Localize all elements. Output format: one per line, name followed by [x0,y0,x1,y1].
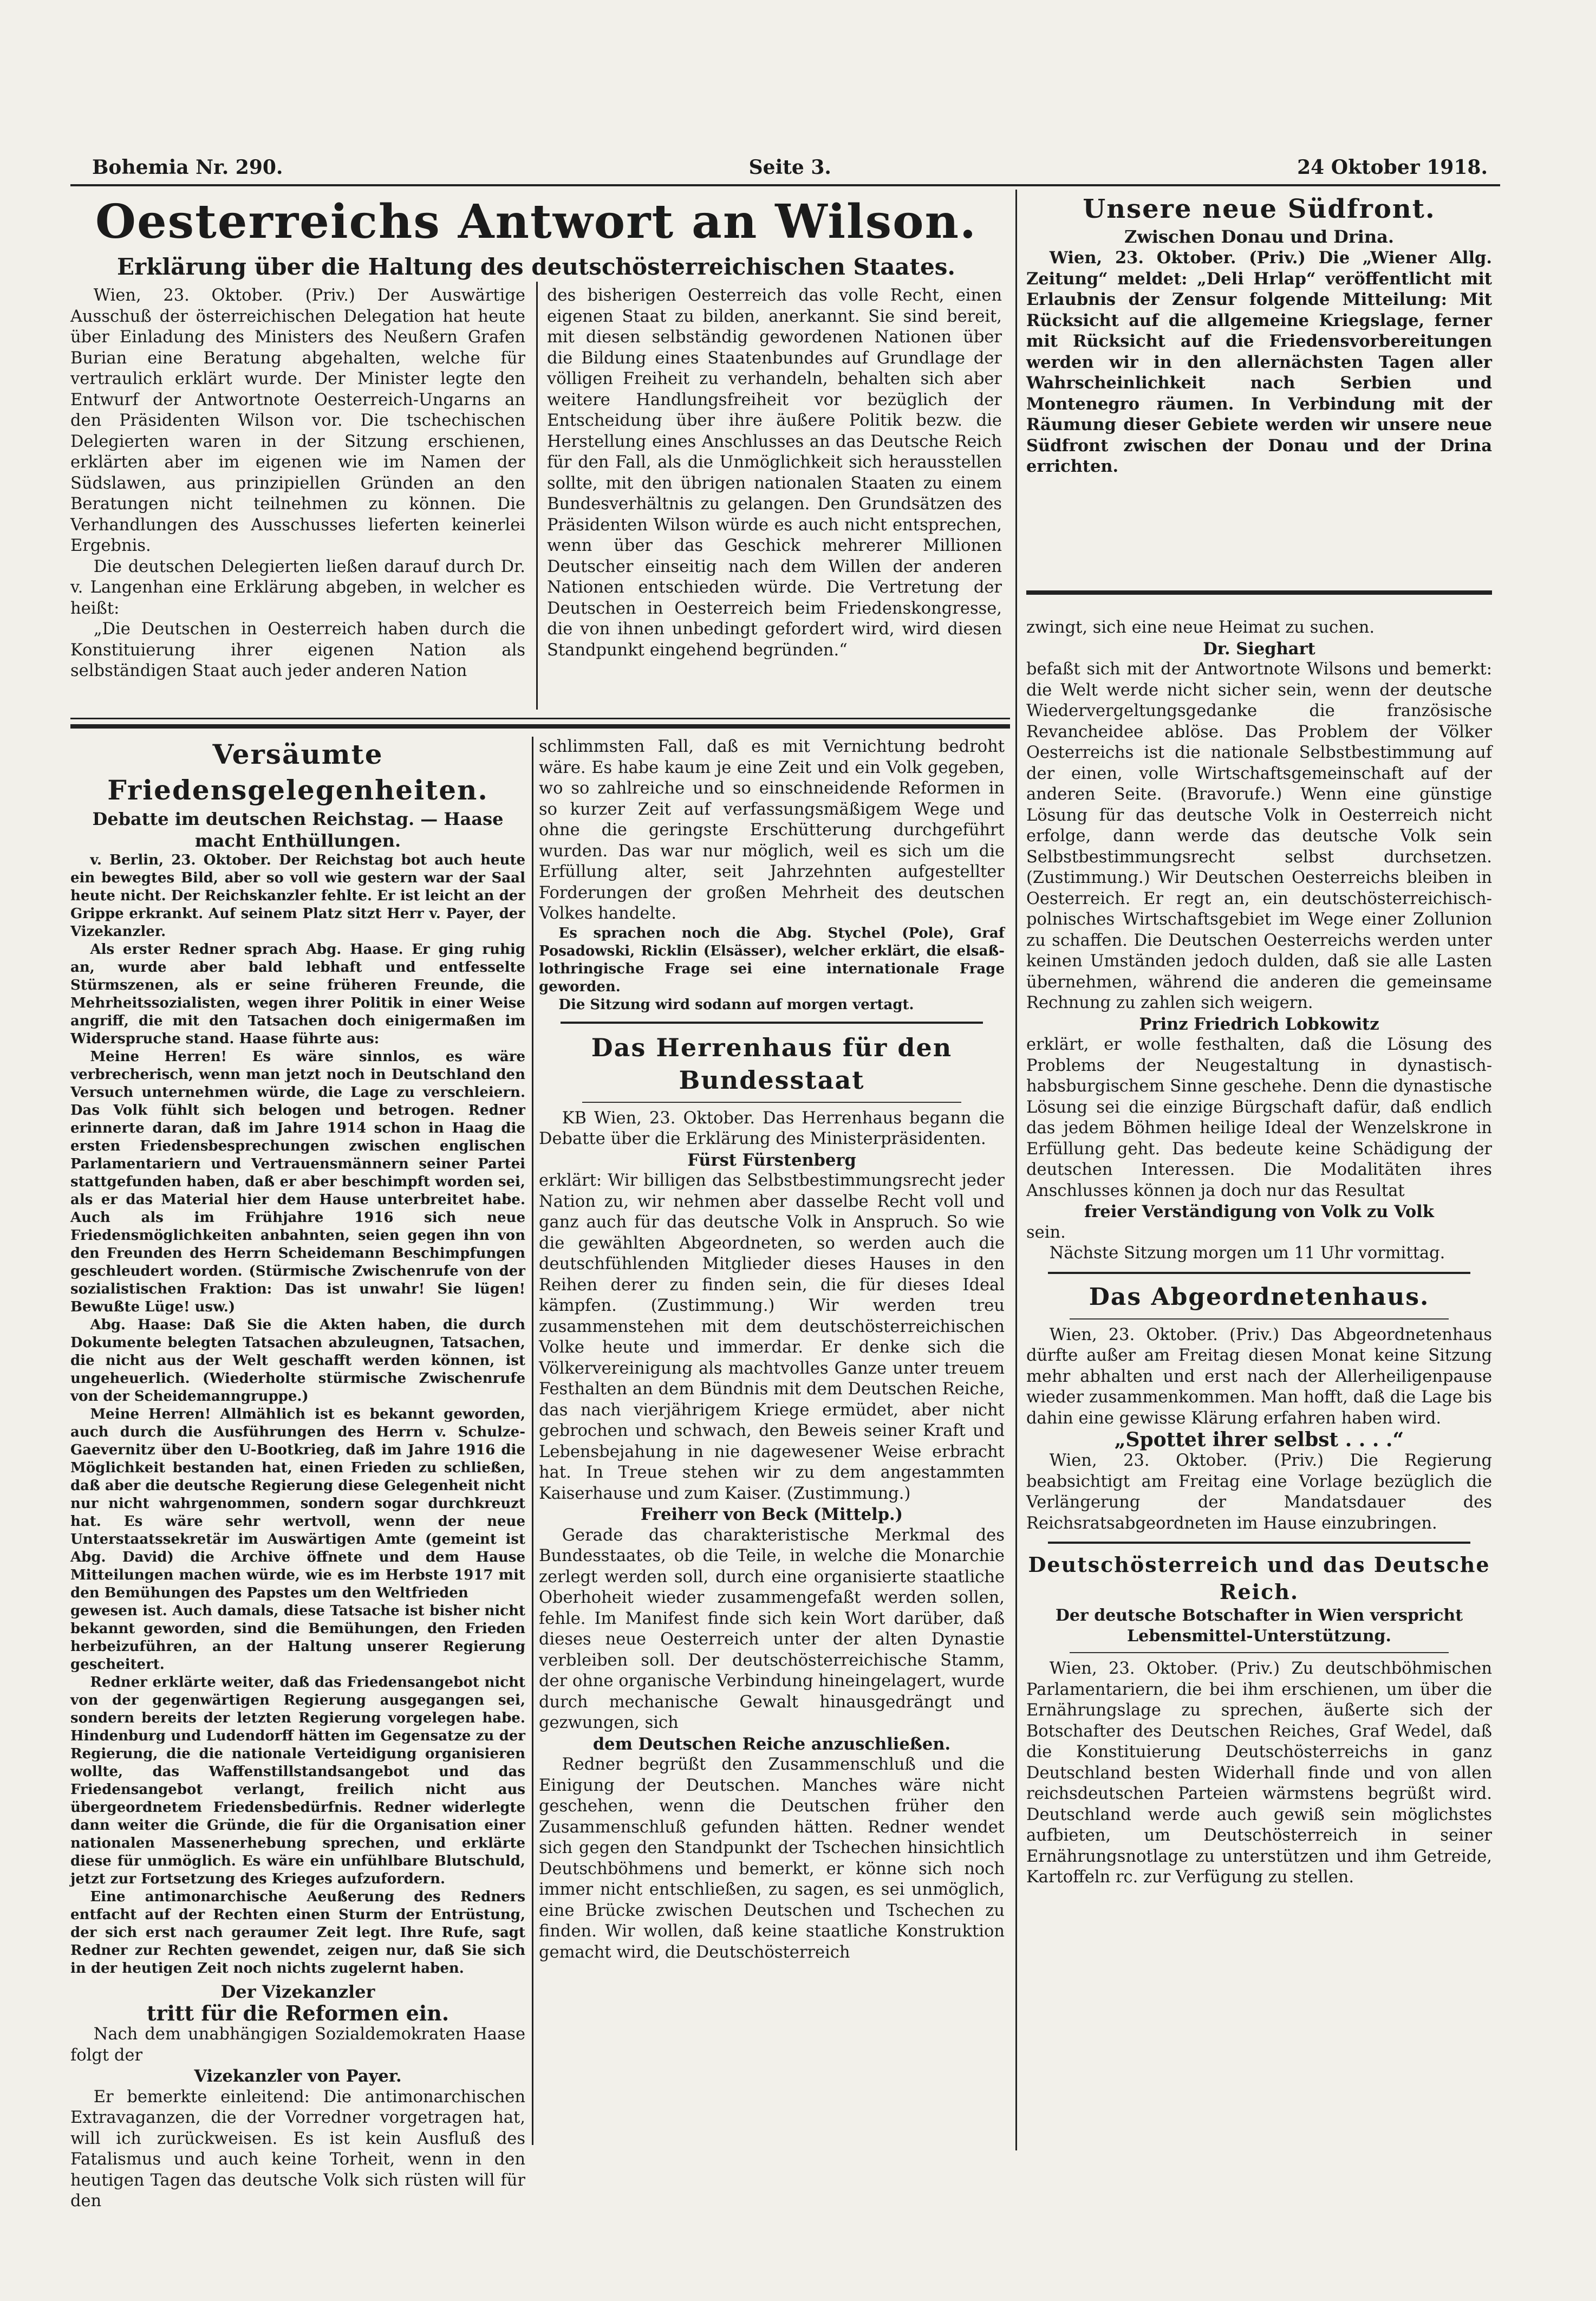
vize-name: Vizekanzler von Payer. [194,2066,402,2086]
page-number: Seite 3. [748,156,831,179]
header-rule [70,184,1500,186]
suedfront-article [1026,192,1492,582]
lobkowitz-end: sein. [1026,1223,1066,1242]
vize-heading-2: tritt für die Reformen ein. [146,2001,450,2025]
sieghart-body: befaßt sich mit der Antwortnote Wilsons und bemerkt: die Welt werde nicht sicher sein, wenn der deutsche Wiedervergeltungsgedanke die französische Revancheidee ablöse. Das Problem der Völker Oesterreichs ist die nationale Selbstbestimmung auf der einen, volle Wirtschaftsgemeinschaft auf der anderen Seite. (Bravorufe.) Wenn eine günstige Lösung für das deutsche Volk in Oesterreich nicht erfolge, dann werde das deutsche Volk sein Selbstbestimmungsrecht selbst durchsetzen. (Zustimmung.) Wir Deutschen Oesterreichs bleiben in Oesterreich. Er regt an, ein deutschösterreichisch-polnisches Wirtschaftsgebiet im Wege einer Zollunion zu schaffen. Die Deutschen Oesterreichs werden unter keinen Umständen jedoch dulden, daß sie alle Lasten übernehmen, während die anderen die gemeinsame Rechnung zu zahlen sich weigern. [1026,660,1492,1012]
speaker-sieghart: Dr. Sieghart [1203,639,1315,659]
wilson-col-divider [536,282,538,710]
friedens-adjourn: Die Sitzung wird sodann auf morgen vertagt. [558,996,914,1013]
headline-rule [582,1102,961,1103]
lobkowitz-center-line: freier Verständigung von Volk zu Volk [1084,1202,1434,1221]
speaker-beck: Freiherr von Beck (Mittelp.) [640,1505,903,1524]
speaker-fuerstenberg: Fürst Fürstenberg [687,1150,856,1170]
next-session: Nächste Sitzung morgen um 11 Uhr vormittag. [1049,1244,1445,1263]
spottet-body: Wien, 23. Oktober. (Priv.) Die Regierung beabsichtigt am Freitag eine Vorlage bezüglich die Verlängerung der Mandatsdauer des Reichsratsabgeordneten im Hause einzubringen. [1026,1451,1492,1533]
wilson-col-1 [70,285,525,682]
herrenhaus-body-2: Gerade das charakteristische Merkmal des Bundesstaates, ob die Teile, in welche die Monarchie zerlegt werden soll, durch eine organisierte staatliche Oberhoheit wieder zusammengefaßt werden sollen, fehle. Im Manifest finde sich kein Wort darüber, daß dieses neue Oesterreich unter der alten Dynastie verbleiben soll. Der deutschösterreichische Stamm, der ohne organische Verbindung hineingelagert, wurde durch mechanische Gewalt hinausgedrängt und gezwungen, sich [539,1525,1005,1732]
friedens-article [70,737,525,2211]
herrenhaus-body-3: Redner begrüßt den Zusammenschluß und die Einigung der Deutschen. Manches wäre nicht geschehen, wenn die Deutschen früher den Zusammenschluß gefunden hätten. Redner wendet sich gegen den Standpunkt der Tschechen hinsichtlich Deutschböhmens und bemerkt, er könne sich noch immer nicht entschließen, zu sagen, es sei unmöglich, eine Brücke zwischen Deutschen und Tschechen zu finden. Wir wollen, daß keine staatliche Konstruktion gemacht wird, die Deutschösterreich [539,1755,1005,1962]
mid-col-divider [532,737,533,2145]
masthead-issue: Bohemia Nr. 290. [92,156,283,179]
right-col-divider [1015,190,1017,2150]
friedens-para: v. Berlin, 23. Oktober. Der Reichstag bot auch heute ein bewegtes Bild, aber so voll wie gestern war der Saal heute nicht. Der Reichskanzler fehlte. Er ist leicht an der Grippe erkrankt. Auf seinem Platz sitzt Herr v. Payer, der Vizekanzler. [70,852,525,940]
suedfront-subheadline: Zwischen Donau und Drina. [1124,226,1395,247]
friedens-headline: Versäumte Friedensgelegenheiten. [107,738,488,806]
herrenhaus-headline: Das Herrenhaus für den Bundesstaat [591,1032,953,1095]
issue-date: 24 Oktober 1918. [1297,156,1488,179]
page-header [92,146,1488,179]
friedens-para: Als erster Redner sprach Abg. Haase. Er ging ruhig an, wurde aber bald lebhaft und entfesselte Stürmszenen, als er seine früheren Freunde, die Mehrheitssozialisten, wegen ihrer Politik in einer Weise angriff, die mit den Tatsachen doch einigermaßen im Widerspruche stand. Haase führte aus: [70,941,525,1047]
vize-body: Er bemerkte einleitend: Die antimonarchischen Extravaganzen, die der Vorredner vorgetragen hat, will ich zurückweisen. Es ist kein Ausfluß des Fatalismus und auch keine Torheit, wenn in den heutigen Tagen das deutsche Volk sich rüsten will für den [70,2087,525,2211]
friedens-para: Abg. Haase: Daß Sie die Akten haben, die durch Dokumente belegten Tatsachen abzuleugnen, Tatsachen, die nicht aus der Welt geschafft werden können, ist ungeheuerlich. (Wiederholte stürmische Zwischenrufe von der Scheidemanngruppe.) [70,1317,525,1405]
wilson-subheadline: Erklärung über die Haltung des deutschösterreichischen Staates. [116,253,956,280]
deutschoest-subheadline: Der deutsche Botschafter in Wien verspricht Lebensmittel-Unterstützung. [1055,1606,1463,1646]
herrenhaus-continued: zwingt, sich eine neue Heimat zu suchen. [1026,618,1375,637]
friedens-para: gewesen ist. Auch damals, diese Tatsache ist bisher nicht bekannt geworden, sind die Bemühungen, den Frieden herbeizuführen, an der Haltung unserer Regierung gescheitert. [70,1603,525,1673]
vize-heading-1: Der Vizekanzler [220,1981,375,2002]
friedens-subheadline: Debatte im deutschen Reichstag. — Haase macht Enthüllungen. [92,809,504,851]
section-rule [1048,1272,1470,1274]
abgeordnetenhaus-body: Wien, 23. Oktober. (Priv.) Das Abgeordnetenhaus dürfte außer am Freitag diesen Monat keine Sitzung mehr abhalten und erst nach der Allerheiligenpause wieder zusammenkommen. Man hofft, daß die Lage bis dahin eine gewisse Klärung erfahren haben wird. [1026,1325,1492,1428]
herrenhaus-body-1: erklärt: Wir billigen das Selbstbestimmungsrecht jeder Nation zu, wir nehmen aber dasselbe Recht voll und ganz auch für das deutsche Volk in Anspruch. So wie die gewählten Abgeordneten, so werden auch die deutschfühlenden Mitglieder dieses Hauses in den Reihen derer zu finden sein, die für dieses Ideal kämpfen. (Zustimmung.) Wir werden treu zusammenstehen mit dem deutschösterreichischen Volke heute und immerdar. Er denke sich die Völkervereinigung als machtvolles Ganze unter treuem Festhalten an dem Bündnis mit dem Deutschen Reiche, das nach vierjährigem Kriege ermüdet, aber nicht gebrochen und schwach, den Beweis seiner Kraft und Lebensbejahung in nie dagewesener Weise erbracht hat. In Treue stehen wir zu dem angestammten Kaiserhause und zum Kaiser. (Zustimmung.) [539,1171,1005,1503]
suedfront-headline: Unsere neue Südfront. [1083,194,1436,224]
wilson-col-2 [547,285,1002,682]
vize-intro: Nach dem unabhängigen Sozialdemokraten Haase folgt der [70,2025,525,2065]
friedens-para: Eine antimonarchische Aeußerung des Redners entfacht auf der Rechten einen Sturm der Entrüstung, der sich erst nach geraumer Zeit legt. Ihre Rufe, sagt Redner zur Rechten gewendet, zeigen nur, daß Sie sich in der heutigen Zeit noch nichts zugelernt haben. [70,1889,525,1977]
suedfront-body: Wien, 23. Oktober. (Priv.) Die „Wiener Allg. Zeitung“ meldet: „Deli Hrlap“ veröffentlicht mit Erlaubnis der Zensur folgende Mitteilung: Mit Rücksicht auf die allgemeine Kriegslage, ferner mit Rücksicht auf die Friedensvorbereitungen werden wir in den allernächsten Tagen aller Wahrscheinlichkeit nach Serbien und Montenegro räumen. In Verbindung mit der Räumung dieser Gebiete werden wir unsere neue Südfront zwischen der Donau und der Drina errichten. [1026,248,1492,476]
friedens-speakers: Es sprachen noch die Abg. Stychel (Pole), Graf Posadowski, Ricklin (Elsässer), welcher erklärt, die elsaß-lothringische Frage sei eine internationale Frage geworden. [539,925,1005,995]
friedens-continued: schlimmsten Fall, daß es mit Vernichtung bedroht wäre. Es habe kaum je eine Zeit und ein Volk gegeben, wo so zahlreiche und so einschneidende Reformen in so kurzer Zeit auf verfassungsmäßigem Wege und ohne die geringste Erschütterung durchgeführt wurden. Das war nur möglich, weil es sich um die Erfüllung alter, seit Jahrzehnten aufgestellter Forderungen der großen Mehrheit des deutschen Volkes handelte. [539,737,1005,923]
friedens-para: Meine Herren! Allmählich ist es bekannt geworden, auch durch die Ausführungen des Herrn v. Schulze-Gaevernitz über den U-Bootkrieg, daß im Jahre 1916 die Möglichkeit bestanden hat, einen Frieden zu schließen, daß aber die deutsche Regierung diese Gelegenheit nicht nur nicht wahrgenommen, sondern sogar durchkreuzt hat. Es wäre sehr wertvoll, wenn der neue Unterstaatssekretär im Auswärtigen Amte (gemeint ist Abg. David) die Archive öffnete und dem Hause Mitteilungen machen würde, wie es im Herbste 1917 mit den Bemühungen des Papstes um den Weltfrieden [70,1406,525,1601]
herrenhaus-center-line: dem Deutschen Reiche anzuschließen. [592,1734,951,1754]
lobkowitz-body: erklärt, er wolle festhalten, daß die Lösung des Problems der Neugestaltung in dynastisch-habsburgischem Sinne geschehe. Denn die dynastische Lösung sei die einzige Bürgschaft dafür, daß endlich das jedem Böhmen heilige Ideal der Wenzelskrone in Erfüllung geht. Das bedeute keine Schädigung der deutschen Interessen. Die Modalitäten ihres Anschlusses können ja doch nur das Resultat [1026,1035,1492,1200]
middle-column [539,737,1005,2145]
friedens-para: Meine Herren! Es wäre sinnlos, es wäre verbrecherisch, wenn man jetzt noch in Deutschland den Versuch unternehmen würde, die Lage zu verschleiern. Das Volk fühlt sich belogen und betrogen. Redner erinnerte daran, daß im Jahre 1914 schon in Haag die ersten Friedensbesprechungen zwischen englischen Parlamentariern und Vertrauensmännern seiner Partei stattgefunden haben, daß er aber beschimpft worden sei, als er das Material hier dem Hause unterbreitet habe. Auch als im Frühjahre 1916 sich neue Friedensmöglichkeiten anbahnten, seien gegen ihn von den Freunden des Herrn Scheidemann Beschimpfungen geschleudert worden. (Stürmische Zwischenrufe von der sozialistischen Fraktion: Das ist unwahr! Sie lügen! Bewußte Lüge! usw.) [70,1049,525,1315]
right-column-lower [1026,618,1492,2145]
wilson-headline: Oesterreichs Antwort an Wilson. [95,194,977,249]
headline-rule [1070,1318,1449,1320]
wilson-para: Wien, 23. Oktober. (Priv.) Der Auswärtige Ausschuß der österreichischen Delegation hat heute über Einladung des Ministers des Neußern Grafen Burian eine Beratung abgehalten, welche für vertraulich erklärt wurde. Der Minister legte den Entwurf der Antwortnote Oesterreich-Ungarns an den Präsidenten Wilson vor. Die tschechischen Delegierten waren in der Sitzung erschienen, erklärten aber im eigenen wie im Namen der Südslawen, aus prinzipiellen Gründen an den Beratungen nicht teilnehmen zu können. Die Verhandlungen des Ausschusses lieferten keinerlei Ergebnis. [70,286,525,555]
wilson-para: „Die Deutschen in Oesterreich haben durch die Konstituierung ihrer eigenen Nation als selbständigen Staat auch jeder anderen Nation [70,620,525,680]
suedfront-rule [1026,590,1492,595]
abgeordnetenhaus-headline: Das Abgeordnetenhaus. [1089,1283,1430,1311]
herrenhaus-intro: KB Wien, 23. Oktober. Das Herrenhaus begann die Debatte über die Erklärung des Ministerpräsidenten. [539,1108,1005,1148]
deutschoest-headline: Deutschösterreich und das Deutsche Reich. [1028,1552,1490,1604]
wilson-rule-bottom [70,724,1010,729]
spottet-heading: „Spottet ihrer selbst . . . .“ [1114,1428,1404,1451]
wilson-para: Die deutschen Delegierten ließen darauf durch Dr. v. Langenhan eine Erklärung abgeben, in welcher es heißt: [70,557,525,618]
speaker-lobkowitz: Prinz Friedrich Lobkowitz [1139,1014,1379,1034]
section-rule [561,1022,983,1024]
wilson-rule-top [70,718,1010,719]
headline-rule [1070,1652,1449,1653]
section-rule [1048,1542,1470,1544]
wilson-para: des bisherigen Oesterreich das volle Recht, einen eigenen Staat zu bilden, anerkannt. Sie sind bereit, mit diesen selbständig gewordenen Nationen über die Bildung eines Staatenbundes auf Grundlage der völligen Freiheit zu verhandeln, behalten sich aber weitere Handlungsfreiheit vor bezüglich der Entscheidung über ihre äußere Politik bezw. die Herstellung eines Anschlusses an das Deutsche Reich für den Fall, als die Unmöglichkeit sich herausstellen sollte, mit den übrigen nationalen Staaten zu einem Bundesverhältnis zu gelangen. Den Grundsätzen des Präsidenten Wilson würde es auch nicht entsprechen, wenn über das Geschick mehrerer Millionen Deutscher einseitig nach dem Willen der anderen Nationen entschieden würde. Die Vertretung der Deutschen in Oesterreich beim Friedenskongresse, die von ihnen unbedingt gefordert wird, wird diesen Standpunkt eingehend begründen.“ [547,286,1002,660]
deutschoest-body: Wien, 23. Oktober. (Priv.) Zu deutschböhmischen Parlamentariern, die bei ihm erschienen, um über die Ernährungslage zu sprechen, äußerte sich der Botschafter des Deutschen Reiches, Graf Wedel, daß die Konstituierung Deutschösterreichs in ganz Deutschland besten Widerhall finde und von allen reichsdeutschen Parteien wärmstens begrüßt wird. Deutschland werde auch gewiß sein möglichstes aufbieten, um Deutschösterreich in seiner Ernährungsnotlage zu unterstützen und ihm Getreide, Kartoffeln rc. zur Verfügung zu stellen. [1026,1659,1492,1887]
friedens-para: Redner erklärte weiter, daß das Friedensangebot nicht von der gegenwärtigen Regierung ausgegangen sei, sondern bereits der letzten Regierung vorgelegen habe. Hindenburg und Ludendorff hätten im Gegensatze zu der Regierung, die die nationale Verteidigung organisieren wollte, das Waffenstillstandsangebot und das Friedensangebot verlangt, freilich nicht aus übergeordnetem Friedensbedürfnis. Redner widerlegte dann weiter die Gründe, die für die Organisation einer nationalen Massenerhebung sprechen, und erklärte diese für unmöglich. Es wäre ein unfühlbare Blutschuld, jetzt zur Fortsetzung des Krieges aufzufordern. [70,1674,525,1887]
